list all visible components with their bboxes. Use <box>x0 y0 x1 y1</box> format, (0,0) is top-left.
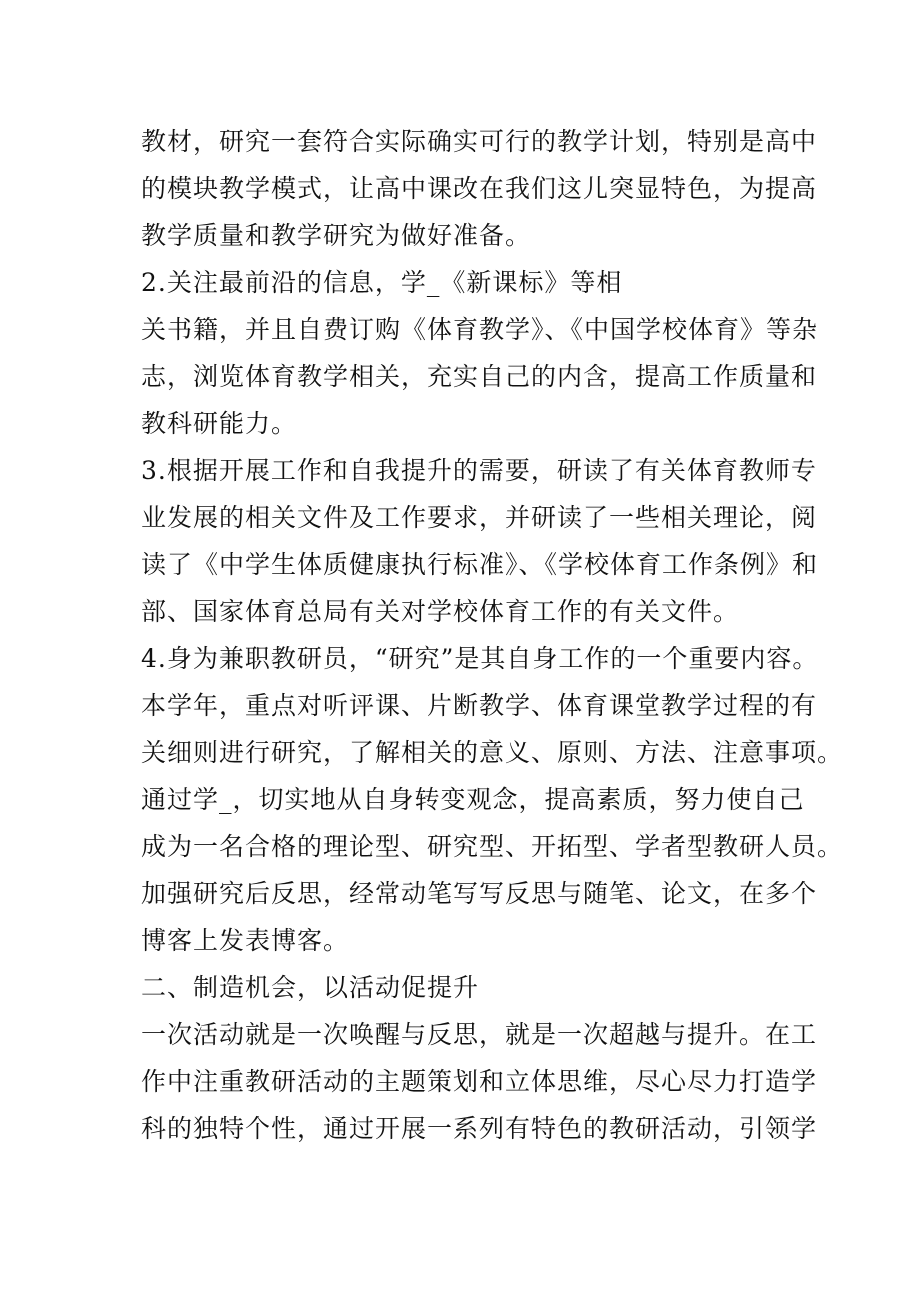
text-line: 读了《中学生体质健康执行标准》、《学校体育工作条例》和 <box>141 550 819 579</box>
text-line: 成为一名合格的理论型、研究型、开拓型、学者型教研人员。 <box>141 832 844 861</box>
text-line: 关书籍，并且自费订购《体育教学》、《中国学校体育》等杂 <box>141 315 819 344</box>
text-line: 部、国家体育总局有关对学校体育工作的有关文件。 <box>141 597 740 626</box>
text-line: 志，浏览体育教学相关，充实自己的内含，提高工作质量和 <box>141 362 818 391</box>
text-line: 教科研能力。 <box>141 409 298 438</box>
text-line: 教材，研究一套符合实际确实可行的教学计划，特别是高中 <box>141 127 818 156</box>
document-body <box>141 118 844 1152</box>
text-line: 博客上发表博客。 <box>141 926 350 955</box>
text-line: 4.身为兼职教研员，“研究”是其自身工作的一个重要内容。 <box>141 644 819 673</box>
text-line: 一次活动就是一次唤醒与反思，就是一次超越与提升。在工 <box>141 1020 818 1049</box>
text-line: 本学年，重点对听评课、片断教学、体育课堂教学过程的有 <box>141 691 818 720</box>
text-line: 作中注重教研活动的主题策划和立体思维，尽心尽力打造学 <box>141 1067 818 1096</box>
text-line: 加强研究后反思，经常动笔写写反思与随笔、论文，在多个 <box>141 879 818 908</box>
text-line: 通过学_，切实地从自身转变观念，提高素质，努力使自己 <box>141 785 805 814</box>
text-line: 关细则进行研究，了解相关的意义、原则、方法、注意事项。 <box>141 738 844 767</box>
text-line: 科的独特个性，通过开展一系列有特色的教研活动，引领学 <box>141 1114 818 1143</box>
text-line: 2.关注最前沿的信息，学_《新课标》等相 <box>141 268 623 297</box>
text-line: 教学质量和教学研究为做好准备。 <box>141 221 532 250</box>
text-line: 的模块教学模式，让高中课改在我们这儿突显特色，为提高 <box>141 174 818 203</box>
text-line: 3.根据开展工作和自我提升的需要，研读了有关体育教师专 <box>141 456 817 485</box>
section-heading: 二、制造机会，以活动促提升 <box>141 973 480 1002</box>
text-line: 业发展的相关文件及工作要求，并研读了一些相关理论，阅 <box>141 503 818 532</box>
